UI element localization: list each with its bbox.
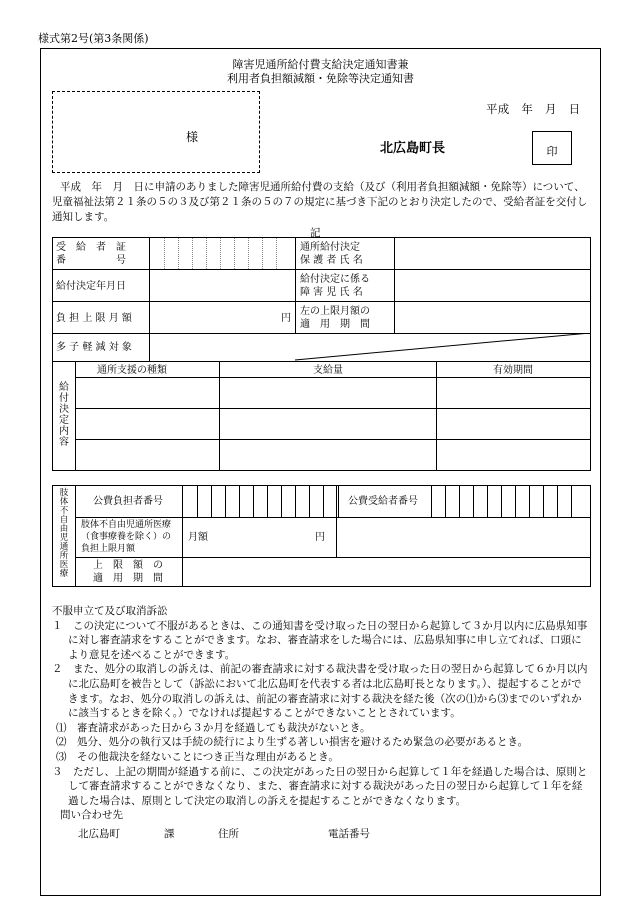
child-label-2: 障 害 児 氏 名 bbox=[300, 287, 363, 298]
benefit-side-label: 給付決定内容 bbox=[59, 382, 69, 448]
public-payer-label: 公費負担者番号 bbox=[93, 496, 163, 507]
note-1: １ この決定について不服があるときは、この通知書を受け取った日の翌日から起算して３か月以内に広島県知事に対し審査請求をすることができます。なお、審査請求をした場合には、広島県知事に申し立てれば、口頭により意見を述べることができます。 bbox=[52, 619, 588, 661]
recipient-suffix: 様 bbox=[186, 130, 199, 144]
medical-side-label: 肢体不自由児通所医療 bbox=[59, 488, 69, 579]
contact-town: 北広島町 bbox=[78, 828, 120, 840]
col-valid-period: 有効期間 bbox=[493, 365, 533, 376]
guardian-label-2: 保 護 者 氏 名 bbox=[300, 255, 363, 266]
period-label-1: 左の上限月額の bbox=[300, 306, 370, 317]
medical-yen: 円 bbox=[315, 532, 325, 543]
burden-limit-label: 負 担 上 限 月 額 bbox=[56, 313, 132, 324]
form-number: 様式第2号(第3条関係) bbox=[38, 32, 149, 45]
note-3: ３ ただし、上記の期間が経過する前に、この決定があった日の翌日から起算して１年を経過した場合は、原則として審査請求することができなくなり、また、審査請求に対する裁決があった日の翌日から起算して１年を経過した場合は、原則として決定の取消しの訴えを提起することができなくなります。 bbox=[52, 765, 588, 807]
multi-child-label: 多 子 軽 減 対 象 bbox=[56, 342, 132, 353]
col-amount: 支給量 bbox=[313, 365, 343, 376]
col-service-type: 通所支援の種類 bbox=[97, 365, 167, 376]
public-recipient-label: 公費受給者番号 bbox=[348, 496, 418, 507]
title-line-1: 障害児通所給付費支給決定通知書兼 bbox=[232, 58, 409, 71]
note-2-sub-3: ⑶ その他裁決を経ないことにつき正当な理由があるとき。 bbox=[56, 750, 339, 763]
note-2-sub-2: ⑵ 処分、処分の執行又は手続の続行により生ずる著しい損害を避けるため緊急の必要があるとき。 bbox=[56, 736, 529, 749]
issuer-name: 北広島町長 bbox=[380, 141, 446, 156]
benefit-decision-table bbox=[52, 362, 591, 471]
monthly-label: 月額 bbox=[188, 532, 208, 543]
notice-body: 平成 年 月 日に申請のありました障害児通所給付費の支給（及び（利用者負担額減額・免除等）について、児童福祉法第２１条の５の３及び第２１条の５の７の規定に基づき下記のとおり決定したので、受給者証を交付し通知します。 bbox=[52, 181, 588, 223]
note-2-sub-1: ⑴ 審査請求があった日から３か月を経過しても裁決がないとき。 bbox=[56, 721, 371, 734]
recipient-info-table bbox=[52, 237, 591, 362]
seal-box: 印 bbox=[532, 131, 572, 165]
child-label-1: 給付決定に係る bbox=[300, 274, 370, 285]
contact-address: 住所 bbox=[218, 828, 239, 840]
period-label-2: 適 用 期 間 bbox=[300, 319, 370, 330]
recipient-address-box bbox=[52, 91, 260, 173]
recipient-no-label-2: 番 号 bbox=[56, 255, 126, 266]
medical-period-label-2: 適 用 期 間 bbox=[93, 573, 163, 584]
burden-limit-yen: 円 bbox=[281, 313, 291, 324]
medical-period-label-1: 上 限 額 の bbox=[93, 560, 163, 571]
decision-date-label: 給付決定年月日 bbox=[56, 281, 126, 292]
medical-limit-label-1: 肢体不自由児通所医療 bbox=[81, 520, 172, 530]
contact-phone: 電話番号 bbox=[328, 828, 370, 840]
medical-table bbox=[52, 485, 591, 587]
inquiry-label: 問い合わせ先 bbox=[60, 809, 123, 822]
issue-date: 平成 年 月 日 bbox=[486, 102, 581, 116]
guardian-label-1: 通所給付決定 bbox=[300, 242, 360, 253]
contact-dept: 課 bbox=[164, 828, 175, 840]
notes-heading: 不服申立て及び取消訴訟 bbox=[52, 605, 168, 617]
note-2: ２ また、処分の取消しの訴えは、前記の審査請求に対する裁決書を受け取った日の翌日から起算して６か月以内に北広島町を被告として（訴訟において北広島町を代表する者は北広島町長となります。）、提起することができます。なお、処分の取消しの訴えは、前記の審査請求に対する裁決を経た後（次の⑴から⑶までのいずれかに該当するときを除く。）でなければ提起することができないこととされています。 bbox=[52, 663, 588, 720]
appeal-notes bbox=[52, 604, 592, 823]
medical-limit-label-2: （食事療養を除く）の bbox=[81, 532, 172, 542]
recipient-no-label-1: 受 給 者 証 bbox=[56, 242, 126, 253]
medical-limit-label-3: 負担上限月額 bbox=[81, 544, 136, 554]
diagonal-strike bbox=[295, 333, 590, 361]
ki-mark: 記 bbox=[310, 227, 321, 239]
title-line-2: 利用者負担額減額・免除等決定通知書 bbox=[227, 72, 414, 85]
